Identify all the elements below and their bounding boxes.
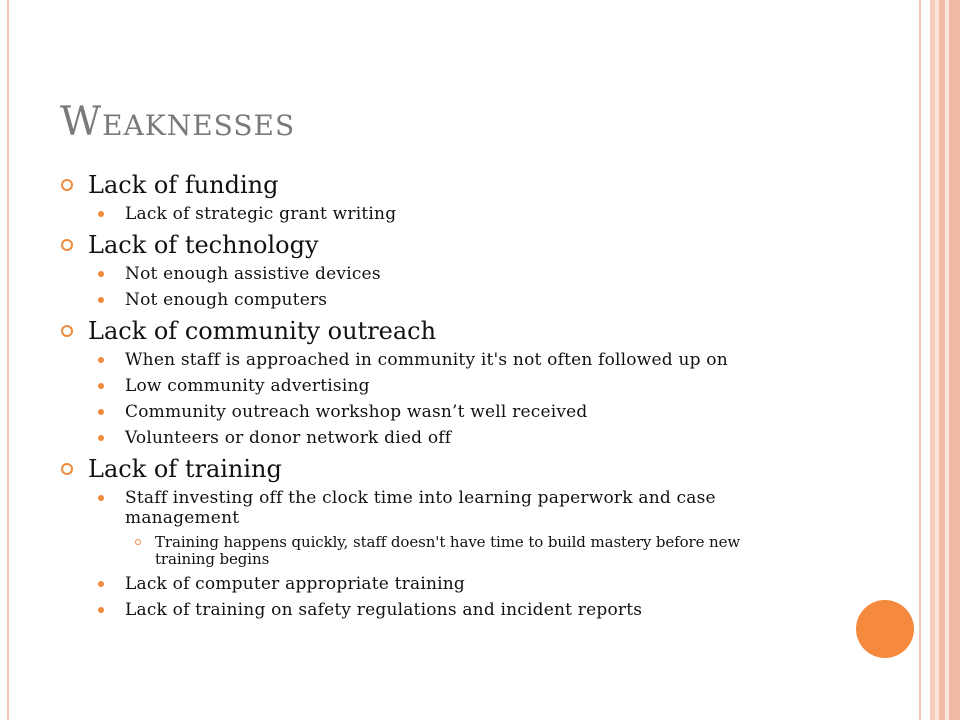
sub-bullet-item (125, 290, 327, 310)
sub-bullet-text: Staff investing off the clock time into learning paperwork and case management (125, 488, 716, 528)
sub-sub-bullet-item (155, 534, 800, 568)
title-initial: W (60, 99, 103, 145)
decorative-orange-circle (856, 600, 914, 658)
bullet-text: Lack of community outreach (88, 317, 437, 345)
dot-bullet-icon (98, 607, 104, 613)
sub-bullet-text: Community outreach workshop wasn’t well received (125, 402, 588, 422)
sub-bullet-item (125, 350, 728, 370)
sub-bullet-text: Not enough computers (125, 290, 328, 310)
dot-bullet-icon (98, 495, 104, 501)
bullet-text: Lack of technology (88, 231, 319, 259)
sub-bullet-item (125, 574, 465, 594)
right-border-line (919, 0, 921, 720)
sub-bullet-item (125, 402, 588, 422)
ring-small-bullet-icon (135, 539, 141, 545)
dot-bullet-icon (98, 409, 104, 415)
decorative-stripes (930, 0, 960, 720)
dot-bullet-icon (98, 211, 104, 217)
bullet-item-funding (88, 170, 278, 200)
title-rest: EAKNESSES (102, 109, 296, 142)
slide-title (60, 92, 295, 156)
sub-bullet-text: Lack of training on safety regulations and incident reports (125, 600, 643, 620)
sub-sub-bullet-text: Training happens quickly, staff doesn't have time to build mastery before new training begins (155, 533, 741, 568)
dot-bullet-icon (98, 297, 104, 303)
bullet-text: Lack of funding (88, 171, 279, 199)
ring-bullet-icon (61, 325, 73, 337)
sub-bullet-text: Not enough assistive devices (125, 264, 381, 284)
dot-bullet-icon (98, 271, 104, 277)
bullet-text: Lack of training (88, 455, 282, 483)
sub-bullet-text: Low community advertising (125, 376, 370, 396)
sub-bullet-item (125, 204, 396, 224)
bullet-item-training (88, 454, 282, 484)
sub-bullet-text: When staff is approached in community it's not often followed up on (125, 350, 728, 370)
ring-bullet-icon (61, 239, 73, 251)
left-border-line (7, 0, 9, 720)
ring-bullet-icon (61, 463, 73, 475)
dot-bullet-icon (98, 581, 104, 587)
sub-bullet-text: Lack of strategic grant writing (125, 204, 397, 224)
bullet-item-outreach (88, 316, 436, 346)
sub-bullet-item (125, 428, 451, 448)
bullet-item-technology (88, 230, 319, 260)
sub-bullet-item (125, 488, 795, 528)
dot-bullet-icon (98, 383, 104, 389)
sub-bullet-item (125, 376, 370, 396)
sub-bullet-text: Volunteers or donor network died off (125, 428, 452, 448)
sub-bullet-item (125, 600, 642, 620)
sub-bullet-item (125, 264, 381, 284)
dot-bullet-icon (98, 435, 104, 441)
ring-bullet-icon (61, 179, 73, 191)
sub-bullet-text: Lack of computer appropriate training (125, 574, 465, 594)
dot-bullet-icon (98, 357, 104, 363)
